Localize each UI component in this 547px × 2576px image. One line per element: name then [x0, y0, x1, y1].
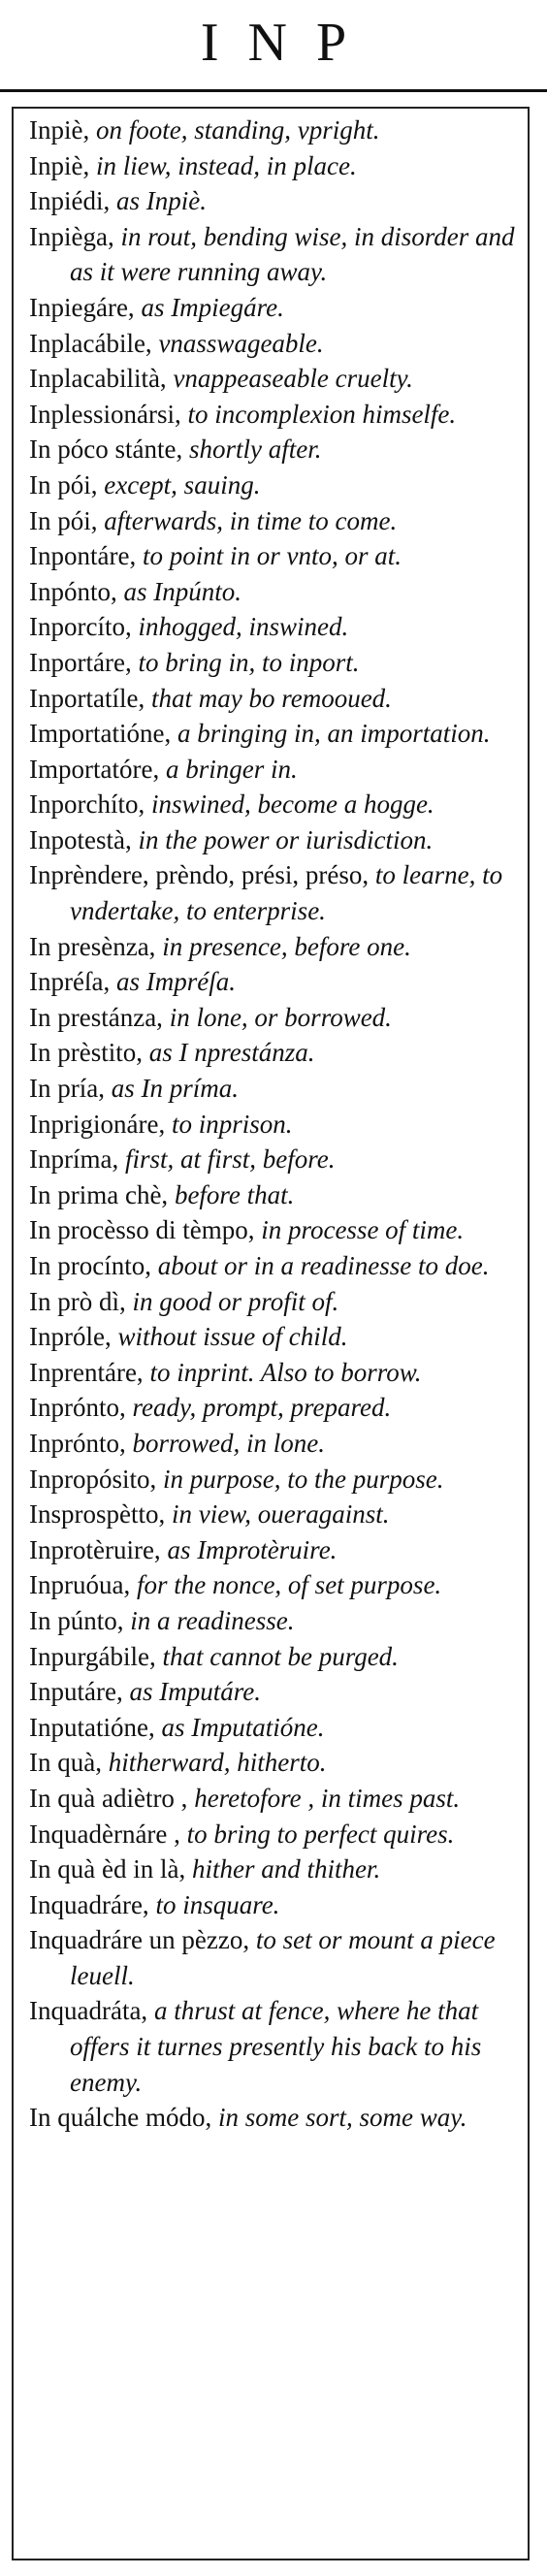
- dictionary-entry: [29, 1922, 522, 1993]
- dictionary-entry: [29, 787, 522, 822]
- entry-list: [29, 113, 522, 2136]
- dictionary-entry: [29, 929, 522, 965]
- entry-gloss: as Impréſa.: [110, 967, 236, 997]
- entry-headword: In púnto,: [29, 1605, 124, 1635]
- dictionary-entry: [29, 1603, 522, 1639]
- header-rule: [0, 89, 547, 92]
- entry-headword: Inpríma,: [29, 1144, 119, 1175]
- entry-gloss: as Improtèruire.: [160, 1534, 338, 1564]
- entry-gloss: vnasswageable.: [151, 328, 324, 358]
- entry-gloss: except, sauing.: [97, 469, 261, 499]
- dictionary-entry: [29, 1142, 522, 1177]
- entry-gloss: in rout, bending wise, in disorder and as it were running away.: [70, 221, 515, 287]
- entry-gloss: to insquare.: [148, 1889, 280, 1919]
- entry-headword: Inprotèruire,: [29, 1534, 161, 1564]
- entry-gloss: that may bo remooued.: [145, 683, 392, 713]
- dictionary-entry: [29, 326, 522, 362]
- dictionary-entry: [29, 1852, 522, 1887]
- entry-headword: In prèstito,: [29, 1038, 143, 1068]
- dictionary-entry: [29, 1284, 522, 1320]
- dictionary-entry: [29, 113, 522, 148]
- entry-gloss: in good or profit of.: [125, 1286, 339, 1316]
- entry-gloss: hither and thither.: [185, 1854, 381, 1884]
- running-head: INP: [200, 13, 376, 73]
- dictionary-entry: [29, 1497, 522, 1532]
- entry-headword: Inpiédi,: [29, 186, 111, 216]
- dictionary-entry: [29, 1000, 522, 1036]
- dictionary-entry: [29, 1107, 522, 1143]
- entry-headword: Inputáre,: [29, 1677, 123, 1707]
- entry-gloss: heretofore , in times past.: [187, 1783, 461, 1813]
- entry-headword: Inpónto,: [29, 576, 117, 606]
- entry-gloss: to point in or vnto, or at.: [136, 541, 402, 571]
- dictionary-entry: [29, 716, 522, 752]
- entry-headword: In pría,: [29, 1074, 105, 1104]
- entry-headword: Inquadèrnáre ,: [29, 1819, 180, 1849]
- entry-gloss: in liew, instead, in place.: [89, 150, 357, 180]
- entry-gloss: that cannot be purged.: [155, 1641, 399, 1671]
- entry-headword: Inprentáre,: [29, 1357, 144, 1387]
- entry-headword: Inpiè,: [29, 150, 90, 180]
- entry-headword: Inportatíle,: [29, 683, 145, 713]
- entry-headword: Importatóre,: [29, 754, 160, 784]
- entry-gloss: to learne, to vndertake, to enterprise.: [70, 860, 503, 926]
- entry-headword: Inpurgábile,: [29, 1641, 156, 1671]
- entry-headword: Insprospètto,: [29, 1499, 166, 1530]
- entry-headword: Inquadráre un pèzzo,: [29, 1925, 250, 1955]
- entry-gloss: as I nprestánza.: [142, 1038, 315, 1068]
- entry-gloss: a thrust at fence, where he that offers it turnes presently his back to his enemy.: [70, 1996, 482, 2097]
- entry-headword: Importatióne,: [29, 719, 172, 749]
- entry-gloss: a bringer in.: [159, 754, 298, 784]
- entry-gloss: without issue of child.: [111, 1322, 348, 1352]
- dictionary-entry: [29, 1071, 522, 1107]
- dictionary-entry: [29, 2100, 522, 2136]
- entry-headword: Inprónto,: [29, 1428, 126, 1458]
- entry-headword: Inpotestà,: [29, 824, 132, 854]
- entry-headword: Inplessionársi,: [29, 399, 181, 429]
- entry-headword: Inpréſa,: [29, 967, 111, 997]
- entry-gloss: on foote, standing, vpright.: [89, 115, 380, 145]
- entry-gloss: in the power or iurisdiction.: [131, 824, 434, 854]
- entry-headword: In pói,: [29, 505, 98, 535]
- page-header: [0, 0, 547, 97]
- dictionary-entry: [29, 822, 522, 858]
- entry-gloss: as Inpúnto.: [116, 576, 241, 606]
- dictionary-entry: [29, 752, 522, 788]
- entry-gloss: before that.: [168, 1179, 295, 1209]
- entry-gloss: as Inpiè.: [110, 186, 207, 216]
- entry-gloss: borrowed, in lone.: [125, 1428, 325, 1458]
- entry-gloss: a bringing in, an importation.: [171, 719, 491, 749]
- dictionary-entry: [29, 1887, 522, 1923]
- entry-gloss: to set or mount a piece leuell.: [70, 1925, 496, 1990]
- entry-gloss: to bring to perfect quires.: [179, 1819, 455, 1849]
- dictionary-column: [12, 107, 530, 2560]
- entry-gloss: about or in a readinesse to doe.: [150, 1251, 490, 1280]
- entry-gloss: for the nonce, of set purpose.: [130, 1570, 442, 1600]
- entry-headword: Inpièga,: [29, 221, 114, 251]
- entry-headword: Inporchíto,: [29, 789, 145, 820]
- entry-gloss: inswined, become a hogge.: [145, 789, 434, 820]
- entry-gloss: inhogged, inswined.: [131, 612, 349, 642]
- entry-gloss: as Imputatióne.: [154, 1712, 325, 1742]
- dictionary-entry: [29, 609, 522, 645]
- dictionary-entry: [29, 1390, 522, 1426]
- entry-headword: In pói,: [29, 469, 98, 499]
- entry-headword: Inprigionáre,: [29, 1109, 166, 1139]
- entry-gloss: hitherward, hitherto.: [101, 1748, 327, 1778]
- entry-headword: In póco stánte,: [29, 435, 183, 465]
- entry-gloss: shortly after.: [182, 435, 322, 465]
- dictionary-entry: [29, 1567, 522, 1603]
- dictionary-entry: [29, 1319, 522, 1355]
- dictionary-entry: [29, 857, 522, 928]
- entry-gloss: in view, oueragainst.: [165, 1499, 390, 1530]
- entry-headword: Inpróle,: [29, 1322, 112, 1352]
- entry-headword: Inpruóua,: [29, 1570, 131, 1600]
- dictionary-entry: [29, 432, 522, 467]
- entry-headword: In quà adiètro ,: [29, 1783, 188, 1813]
- dictionary-entry: [29, 1426, 522, 1462]
- dictionary-entry: [29, 1781, 522, 1817]
- entry-headword: Inportáre,: [29, 647, 132, 677]
- entry-gloss: in lone, or borrowed.: [162, 1002, 392, 1032]
- entry-headword: Inquadráta,: [29, 1996, 148, 2026]
- entry-headword: In quálche módo,: [29, 2103, 212, 2133]
- dictionary-entry: [29, 1674, 522, 1710]
- entry-headword: Inprónto,: [29, 1393, 126, 1423]
- dictionary-entry: [29, 290, 522, 326]
- entry-gloss: in purpose, to the purpose.: [156, 1464, 444, 1494]
- entry-gloss: vnappeaseable cruelty.: [166, 364, 413, 394]
- entry-gloss: ready, prompt, prepared.: [125, 1393, 392, 1423]
- dictionary-entry: [29, 1710, 522, 1746]
- entry-headword: In prestánza,: [29, 1002, 163, 1032]
- entry-headword: Inplacabilità,: [29, 364, 167, 394]
- dictionary-entry: [29, 1177, 522, 1213]
- entry-gloss: in some sort, some way.: [211, 2103, 467, 2133]
- entry-headword: Inpontáre,: [29, 541, 137, 571]
- entry-headword: In quà èd in là,: [29, 1854, 186, 1884]
- entry-gloss: in processe of time.: [254, 1215, 465, 1245]
- entry-gloss: to inprint. Also to borrow.: [143, 1357, 422, 1387]
- dictionary-entry: [29, 467, 522, 503]
- dictionary-entry: [29, 1212, 522, 1248]
- entry-gloss: in presence, before one.: [155, 931, 411, 961]
- entry-headword: Inplacábile,: [29, 328, 152, 358]
- entry-gloss: afterwards, in time to come.: [97, 505, 398, 535]
- dictionary-entry: [29, 361, 522, 397]
- entry-gloss: to inprison.: [165, 1109, 293, 1139]
- entry-headword: In quà,: [29, 1748, 102, 1778]
- entry-headword: In procínto,: [29, 1251, 151, 1280]
- dictionary-entry: [29, 503, 522, 539]
- entry-headword: In prima chè,: [29, 1179, 169, 1209]
- entry-headword: Inputatióne,: [29, 1712, 155, 1742]
- entry-headword: Inquadráre,: [29, 1889, 149, 1919]
- dictionary-entry: [29, 1035, 522, 1071]
- dictionary-entry: [29, 1355, 522, 1391]
- entry-headword: Inprèndere, prèndo, prési, préso,: [29, 860, 370, 890]
- dictionary-entry: [29, 1462, 522, 1497]
- dictionary-entry: [29, 148, 522, 184]
- entry-headword: In procèsso di tèmpo,: [29, 1215, 255, 1245]
- dictionary-entry: [29, 1745, 522, 1781]
- dictionary-entry: [29, 574, 522, 610]
- dictionary-entry: [29, 645, 522, 681]
- dictionary-entry: [29, 681, 522, 717]
- entry-headword: Inporcíto,: [29, 612, 132, 642]
- dictionary-entry: [29, 397, 522, 433]
- entry-headword: In presènza,: [29, 931, 156, 961]
- dictionary-entry: [29, 964, 522, 1000]
- dictionary-entry: [29, 219, 522, 290]
- entry-headword: Inpropósito,: [29, 1464, 157, 1494]
- dictionary-entry: [29, 1993, 522, 2100]
- dictionary-entry: [29, 1817, 522, 1852]
- entry-headword: Inpiè,: [29, 115, 90, 145]
- entry-gloss: as In príma.: [104, 1074, 239, 1104]
- entry-headword: In prò dì,: [29, 1286, 126, 1316]
- dictionary-entry: [29, 183, 522, 219]
- entry-gloss: to bring in, to inport.: [131, 647, 360, 677]
- dictionary-entry: [29, 1532, 522, 1568]
- entry-headword: Inpiegáre,: [29, 292, 135, 322]
- entry-gloss: in a readinesse.: [123, 1605, 295, 1635]
- dictionary-entry: [29, 538, 522, 574]
- entry-gloss: first, at first, before.: [118, 1144, 336, 1175]
- dictionary-entry: [29, 1248, 522, 1284]
- entry-gloss: to incomplexion himselfe.: [180, 399, 457, 429]
- entry-gloss: as Imputáre.: [122, 1677, 261, 1707]
- entry-gloss: as Impiegáre.: [134, 292, 284, 322]
- dictionary-entry: [29, 1639, 522, 1675]
